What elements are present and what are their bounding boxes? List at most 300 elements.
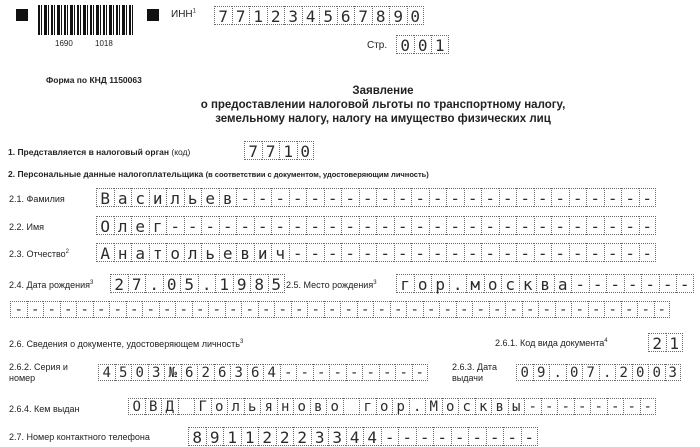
form-cell: - <box>359 188 377 207</box>
form-cell: - <box>423 301 440 318</box>
form-cell: - <box>654 301 671 318</box>
form-cell: - <box>411 216 429 235</box>
form-cell: - <box>534 216 552 235</box>
form-cell: 2 <box>648 333 666 352</box>
form-cell: - <box>225 301 242 318</box>
form-cell: - <box>468 427 486 446</box>
form-cell: . <box>145 274 163 293</box>
form-cell: - <box>254 216 272 235</box>
form-cell: 4 <box>302 6 320 25</box>
form-cell: 7 <box>582 364 599 381</box>
form-cell: - <box>555 301 572 318</box>
form-cell: с <box>131 188 149 207</box>
form-cell: - <box>659 274 677 293</box>
form-cell: я <box>260 398 277 415</box>
form-cell: - <box>289 216 307 235</box>
form-cell: - <box>236 188 254 207</box>
form-cell: 0 <box>648 364 665 381</box>
form-cell: 6 <box>181 364 198 381</box>
issue-date-label: 2.6.3. Дата выдачи <box>452 362 497 383</box>
form-cell: 0 <box>632 364 649 381</box>
personal-data-label: 2. Персональные данные налогоплательщика (в соответствии с документом, удостоверяющим личность) <box>8 169 429 179</box>
form-cell: 2 <box>110 274 128 293</box>
form-cell: 2 <box>276 427 294 446</box>
issue-date-cells <box>516 364 681 381</box>
form-cell: - <box>280 364 297 381</box>
form-cell: - <box>516 243 534 262</box>
form-cell: - <box>481 216 499 235</box>
form-cell: 1 <box>249 6 267 25</box>
birth-date-cells <box>110 274 285 293</box>
form-cell: ь <box>201 243 219 262</box>
form-cell: - <box>472 301 489 318</box>
form-cell: - <box>373 301 390 318</box>
form-cell: о <box>326 398 343 415</box>
form-cell: л <box>227 398 244 415</box>
form-cell: А <box>96 243 114 262</box>
form-code: Форма по КНД 1150063 <box>46 75 142 85</box>
form-cell: - <box>109 301 126 318</box>
form-cell: - <box>604 301 621 318</box>
form-cell: - <box>159 301 176 318</box>
form-cell: - <box>486 427 504 446</box>
form-cell: - <box>639 216 657 235</box>
form-cell: - <box>505 301 522 318</box>
form-cell: - <box>534 243 552 262</box>
form-cell: 4 <box>263 364 280 381</box>
form-cell: - <box>324 301 341 318</box>
form-cell: - <box>574 398 591 415</box>
form-cell: 0 <box>297 141 315 160</box>
form-cell: н <box>277 398 294 415</box>
form-cell: в <box>491 398 508 415</box>
form-cell: - <box>429 243 447 262</box>
form-cell: - <box>296 364 313 381</box>
form-cell: - <box>324 216 342 235</box>
form-cell: - <box>359 216 377 235</box>
form-cell: 0 <box>396 35 414 54</box>
form-cell: 3 <box>328 427 346 446</box>
form-cell: - <box>464 188 482 207</box>
form-cell: - <box>604 216 622 235</box>
form-cell: - <box>516 216 534 235</box>
form-cell: - <box>433 427 451 446</box>
form-cell: 4 <box>98 364 115 381</box>
barcode-number-left: 1690 <box>55 39 73 48</box>
form-cell: - <box>236 216 254 235</box>
form-cell: н <box>114 243 132 262</box>
form-cell: е <box>131 216 149 235</box>
form-cell: - <box>289 243 307 262</box>
form-cell: л <box>166 188 184 207</box>
form-cell: - <box>329 364 346 381</box>
form-cell: - <box>571 301 588 318</box>
form-cell: - <box>219 216 237 235</box>
form-cell: 2 <box>615 364 632 381</box>
form-cell: - <box>590 398 607 415</box>
form-cell: 8 <box>250 274 268 293</box>
form-cell: с <box>458 398 475 415</box>
form-cell: 5 <box>268 274 286 293</box>
form-cell: - <box>524 398 541 415</box>
form-cell: е <box>201 188 219 207</box>
form-cell: 5 <box>115 364 132 381</box>
document-title: Заявление <box>352 85 414 97</box>
form-cell: - <box>142 301 159 318</box>
form-cell: - <box>569 243 587 262</box>
form-cell: - <box>522 301 539 318</box>
form-cell: - <box>641 274 659 293</box>
form-cell: г <box>359 398 376 415</box>
form-cell: - <box>306 243 324 262</box>
form-cell: - <box>184 216 202 235</box>
form-cell: - <box>637 301 654 318</box>
form-cell: 5 <box>319 6 337 25</box>
form-cell: - <box>406 301 423 318</box>
inn-label: ИНН$^1$ <box>171 8 196 20</box>
form-cell: В <box>145 398 162 415</box>
form-cell: О <box>128 398 145 415</box>
form-cell: - <box>569 216 587 235</box>
form-cell: в <box>310 398 327 415</box>
form-cell: - <box>394 216 412 235</box>
form-cell: 7 <box>232 6 250 25</box>
patronymic-cells <box>96 243 656 262</box>
form-cell: - <box>379 364 396 381</box>
form-cell: и <box>149 188 167 207</box>
form-cell: - <box>538 301 555 318</box>
form-cell: - <box>439 301 456 318</box>
document-title-line2: о предоставлении налоговой льготы по транспортному налогу, <box>200 99 566 111</box>
form-cell: - <box>464 243 482 262</box>
form-cell: - <box>586 243 604 262</box>
surname-cells <box>96 188 656 207</box>
form-cell: м <box>466 274 484 293</box>
form-cell: - <box>394 188 412 207</box>
form-cell: - <box>201 216 219 235</box>
form-cell: - <box>499 216 517 235</box>
form-cell: - <box>362 364 379 381</box>
form-cell: 7 <box>354 6 372 25</box>
form-cell: - <box>175 301 192 318</box>
form-cell: р <box>392 398 409 415</box>
form-cell: - <box>451 427 469 446</box>
form-cell: - <box>376 188 394 207</box>
form-cell: - <box>289 188 307 207</box>
form-cell: - <box>341 188 359 207</box>
form-cell: и <box>254 243 272 262</box>
form-cell: - <box>604 243 622 262</box>
issued-by-label: 2.6.4. Кем выдан <box>9 404 80 414</box>
form-cell: - <box>456 301 473 318</box>
form-cell: - <box>274 301 291 318</box>
form-cell: 1 <box>215 274 233 293</box>
document-kind-label: 2.6.1. Код вида документа$^4$ <box>495 338 608 348</box>
form-cell: - <box>376 243 394 262</box>
form-cell: а <box>131 243 149 262</box>
form-cell: а <box>554 274 572 293</box>
form-cell: 9 <box>206 427 224 446</box>
form-cell: 6 <box>214 364 231 381</box>
birth-place-cells-row2 <box>10 301 670 318</box>
form-cell: - <box>357 301 374 318</box>
form-cell: - <box>313 364 330 381</box>
form-cell: о <box>211 398 228 415</box>
form-cell: а <box>114 188 132 207</box>
form-cell: . <box>409 398 426 415</box>
form-cell: - <box>676 274 694 293</box>
form-cell: - <box>340 301 357 318</box>
form-cell: - <box>76 301 93 318</box>
form-cell: 1 <box>223 427 241 446</box>
form-cell: - <box>324 243 342 262</box>
form-cell: . <box>198 274 216 293</box>
form-cell: - <box>621 301 638 318</box>
identity-document-label: 2.6. Сведения о документе, удостоверяющем личность$^3$ <box>9 339 244 349</box>
form-cell: 0 <box>163 274 181 293</box>
form-cell: 2 <box>293 427 311 446</box>
corner-marker <box>147 9 159 21</box>
form-cell: с <box>501 274 519 293</box>
form-cell <box>178 398 195 415</box>
form-cell: - <box>624 274 642 293</box>
form-cell: - <box>588 301 605 318</box>
form-cell: - <box>640 398 657 415</box>
barcode-number-right: 1018 <box>95 39 113 48</box>
form-cell: 0 <box>566 364 583 381</box>
form-cell: 4 <box>363 427 381 446</box>
form-cell: - <box>607 398 624 415</box>
form-cell: - <box>208 301 225 318</box>
form-cell: - <box>521 427 539 446</box>
form-cell: - <box>381 427 399 446</box>
form-cell: в <box>536 274 554 293</box>
phone-label: 2.7. Номер контактного телефона <box>9 432 150 442</box>
form-cell: к <box>475 398 492 415</box>
form-cell: - <box>589 274 607 293</box>
form-cell: 7 <box>244 141 262 160</box>
form-cell: Г <box>194 398 211 415</box>
form-cell: о <box>442 398 459 415</box>
form-cell: - <box>534 188 552 207</box>
form-cell: - <box>241 301 258 318</box>
form-cell: 2 <box>267 6 285 25</box>
form-cell: 9 <box>233 274 251 293</box>
form-cell: - <box>621 188 639 207</box>
name-label: 2.2. Имя <box>9 222 45 232</box>
form-cell: - <box>623 398 640 415</box>
form-cell: - <box>571 274 589 293</box>
form-cell: - <box>411 188 429 207</box>
form-cell: в <box>219 188 237 207</box>
form-cell: о <box>293 398 310 415</box>
form-cell: - <box>557 398 574 415</box>
form-cell: р <box>431 274 449 293</box>
form-cell: - <box>324 188 342 207</box>
form-cell: 0 <box>414 35 432 54</box>
form-cell: г <box>149 216 167 235</box>
form-cell: л <box>114 216 132 235</box>
birth-place-cells <box>396 274 694 293</box>
form-cell: - <box>376 216 394 235</box>
form-cell: - <box>307 301 324 318</box>
form-cell: - <box>416 427 434 446</box>
form-cell: - <box>43 301 60 318</box>
form-cell: . <box>549 364 566 381</box>
form-cell: 8 <box>372 6 390 25</box>
form-cell: - <box>390 301 407 318</box>
form-cell: 3 <box>230 364 247 381</box>
document-title-line3: земельному налогу, налогу на имущество физических лиц <box>215 113 551 125</box>
form-cell: . <box>449 274 467 293</box>
form-cell: - <box>306 188 324 207</box>
form-cell: - <box>639 188 657 207</box>
form-cell: ь <box>244 398 261 415</box>
inn-cells <box>214 6 424 25</box>
birth-place-label: 2.5. Место рождения$^3$ <box>286 280 377 290</box>
form-cell: - <box>27 301 44 318</box>
corner-marker <box>16 9 28 21</box>
birth-date-label: 2.4. Дата рождения$^3$ <box>9 280 94 290</box>
form-cell: - <box>93 301 110 318</box>
phone-cells <box>188 427 538 446</box>
form-cell: в <box>236 243 254 262</box>
issued-by-cells <box>128 398 656 415</box>
form-cell: 2 <box>197 364 214 381</box>
form-cell: - <box>586 188 604 207</box>
form-cell: - <box>395 364 412 381</box>
form-cell: 7 <box>128 274 146 293</box>
form-cell: - <box>586 216 604 235</box>
form-cell: - <box>192 301 209 318</box>
form-cell: - <box>254 188 272 207</box>
form-cell: г <box>396 274 414 293</box>
form-cell: - <box>604 188 622 207</box>
form-cell: л <box>184 243 202 262</box>
form-cell: 6 <box>247 364 264 381</box>
form-cell: - <box>291 301 308 318</box>
form-cell: . <box>599 364 616 381</box>
tax-authority-label: 1. Представляется в налоговый орган (код) <box>8 147 191 157</box>
form-cell: 6 <box>337 6 355 25</box>
form-cell: Д <box>161 398 178 415</box>
form-cell: 9 <box>533 364 550 381</box>
form-cell: - <box>271 188 289 207</box>
form-cell: - <box>503 427 521 446</box>
form-cell: - <box>126 301 143 318</box>
name-cells <box>96 216 656 235</box>
form-cell: ч <box>271 243 289 262</box>
form-cell: - <box>499 243 517 262</box>
form-cell: 1 <box>279 141 297 160</box>
form-cell: - <box>551 188 569 207</box>
form-cell: - <box>411 243 429 262</box>
tax-authority-code-cells <box>244 141 314 160</box>
form-cell: 0 <box>131 364 148 381</box>
form-cell: - <box>60 301 77 318</box>
form-cell: - <box>398 427 416 446</box>
form-cell: е <box>219 243 237 262</box>
form-cell: - <box>551 243 569 262</box>
form-cell: - <box>412 364 429 381</box>
form-cell: 0 <box>407 6 425 25</box>
form-cell: - <box>271 216 289 235</box>
form-cell: - <box>569 188 587 207</box>
form-cell: № <box>164 364 181 381</box>
form-cell: - <box>621 243 639 262</box>
form-cell: - <box>446 243 464 262</box>
form-cell: - <box>499 188 517 207</box>
form-cell: о <box>414 274 432 293</box>
form-cell: 8 <box>188 427 206 446</box>
form-cell: - <box>446 188 464 207</box>
form-cell: - <box>464 216 482 235</box>
form-cell <box>343 398 360 415</box>
form-cell: 9 <box>389 6 407 25</box>
form-cell: 1 <box>431 35 449 54</box>
form-cell: М <box>425 398 442 415</box>
form-cell: о <box>376 398 393 415</box>
form-cell: - <box>394 243 412 262</box>
form-cell: 3 <box>148 364 165 381</box>
form-cell: к <box>519 274 537 293</box>
form-cell: 3 <box>311 427 329 446</box>
form-cell: 1 <box>241 427 259 446</box>
form-cell: - <box>341 243 359 262</box>
form-cell: - <box>306 216 324 235</box>
form-cell: 3 <box>665 364 682 381</box>
form-cell: т <box>149 243 167 262</box>
form-cell: 1 <box>666 333 684 352</box>
form-cell: ь <box>184 188 202 207</box>
series-number-cells <box>98 364 428 381</box>
form-cell: 0 <box>516 364 533 381</box>
form-cell: - <box>541 398 558 415</box>
form-cell: 7 <box>262 141 280 160</box>
form-cell: - <box>346 364 363 381</box>
form-cell: - <box>258 301 275 318</box>
form-cell: - <box>359 243 377 262</box>
form-cell: - <box>516 188 534 207</box>
barcode <box>38 5 134 35</box>
page-label: Стр. <box>367 40 388 51</box>
form-cell: - <box>166 216 184 235</box>
form-cell: - <box>606 274 624 293</box>
form-cell: 2 <box>258 427 276 446</box>
form-cell: - <box>429 216 447 235</box>
form-cell: О <box>96 216 114 235</box>
form-cell: - <box>481 243 499 262</box>
series-label: 2.6.2. Серия и номер <box>9 362 68 383</box>
form-cell: - <box>341 216 359 235</box>
patronymic-label: 2.3. Отчество$^2$ <box>9 249 69 259</box>
form-cell: 7 <box>214 6 232 25</box>
form-cell: о <box>484 274 502 293</box>
form-cell: - <box>481 188 499 207</box>
surname-label: 2.1. Фамилия <box>9 194 65 204</box>
form-cell: 5 <box>180 274 198 293</box>
form-cell: - <box>551 216 569 235</box>
form-cell: - <box>10 301 27 318</box>
form-cell: 3 <box>284 6 302 25</box>
page-cells <box>396 35 449 54</box>
form-cell: В <box>96 188 114 207</box>
form-cell: - <box>446 216 464 235</box>
document-kind-cells <box>648 333 683 352</box>
form-cell: - <box>429 188 447 207</box>
form-cell: - <box>489 301 506 318</box>
form-cell: - <box>639 243 657 262</box>
